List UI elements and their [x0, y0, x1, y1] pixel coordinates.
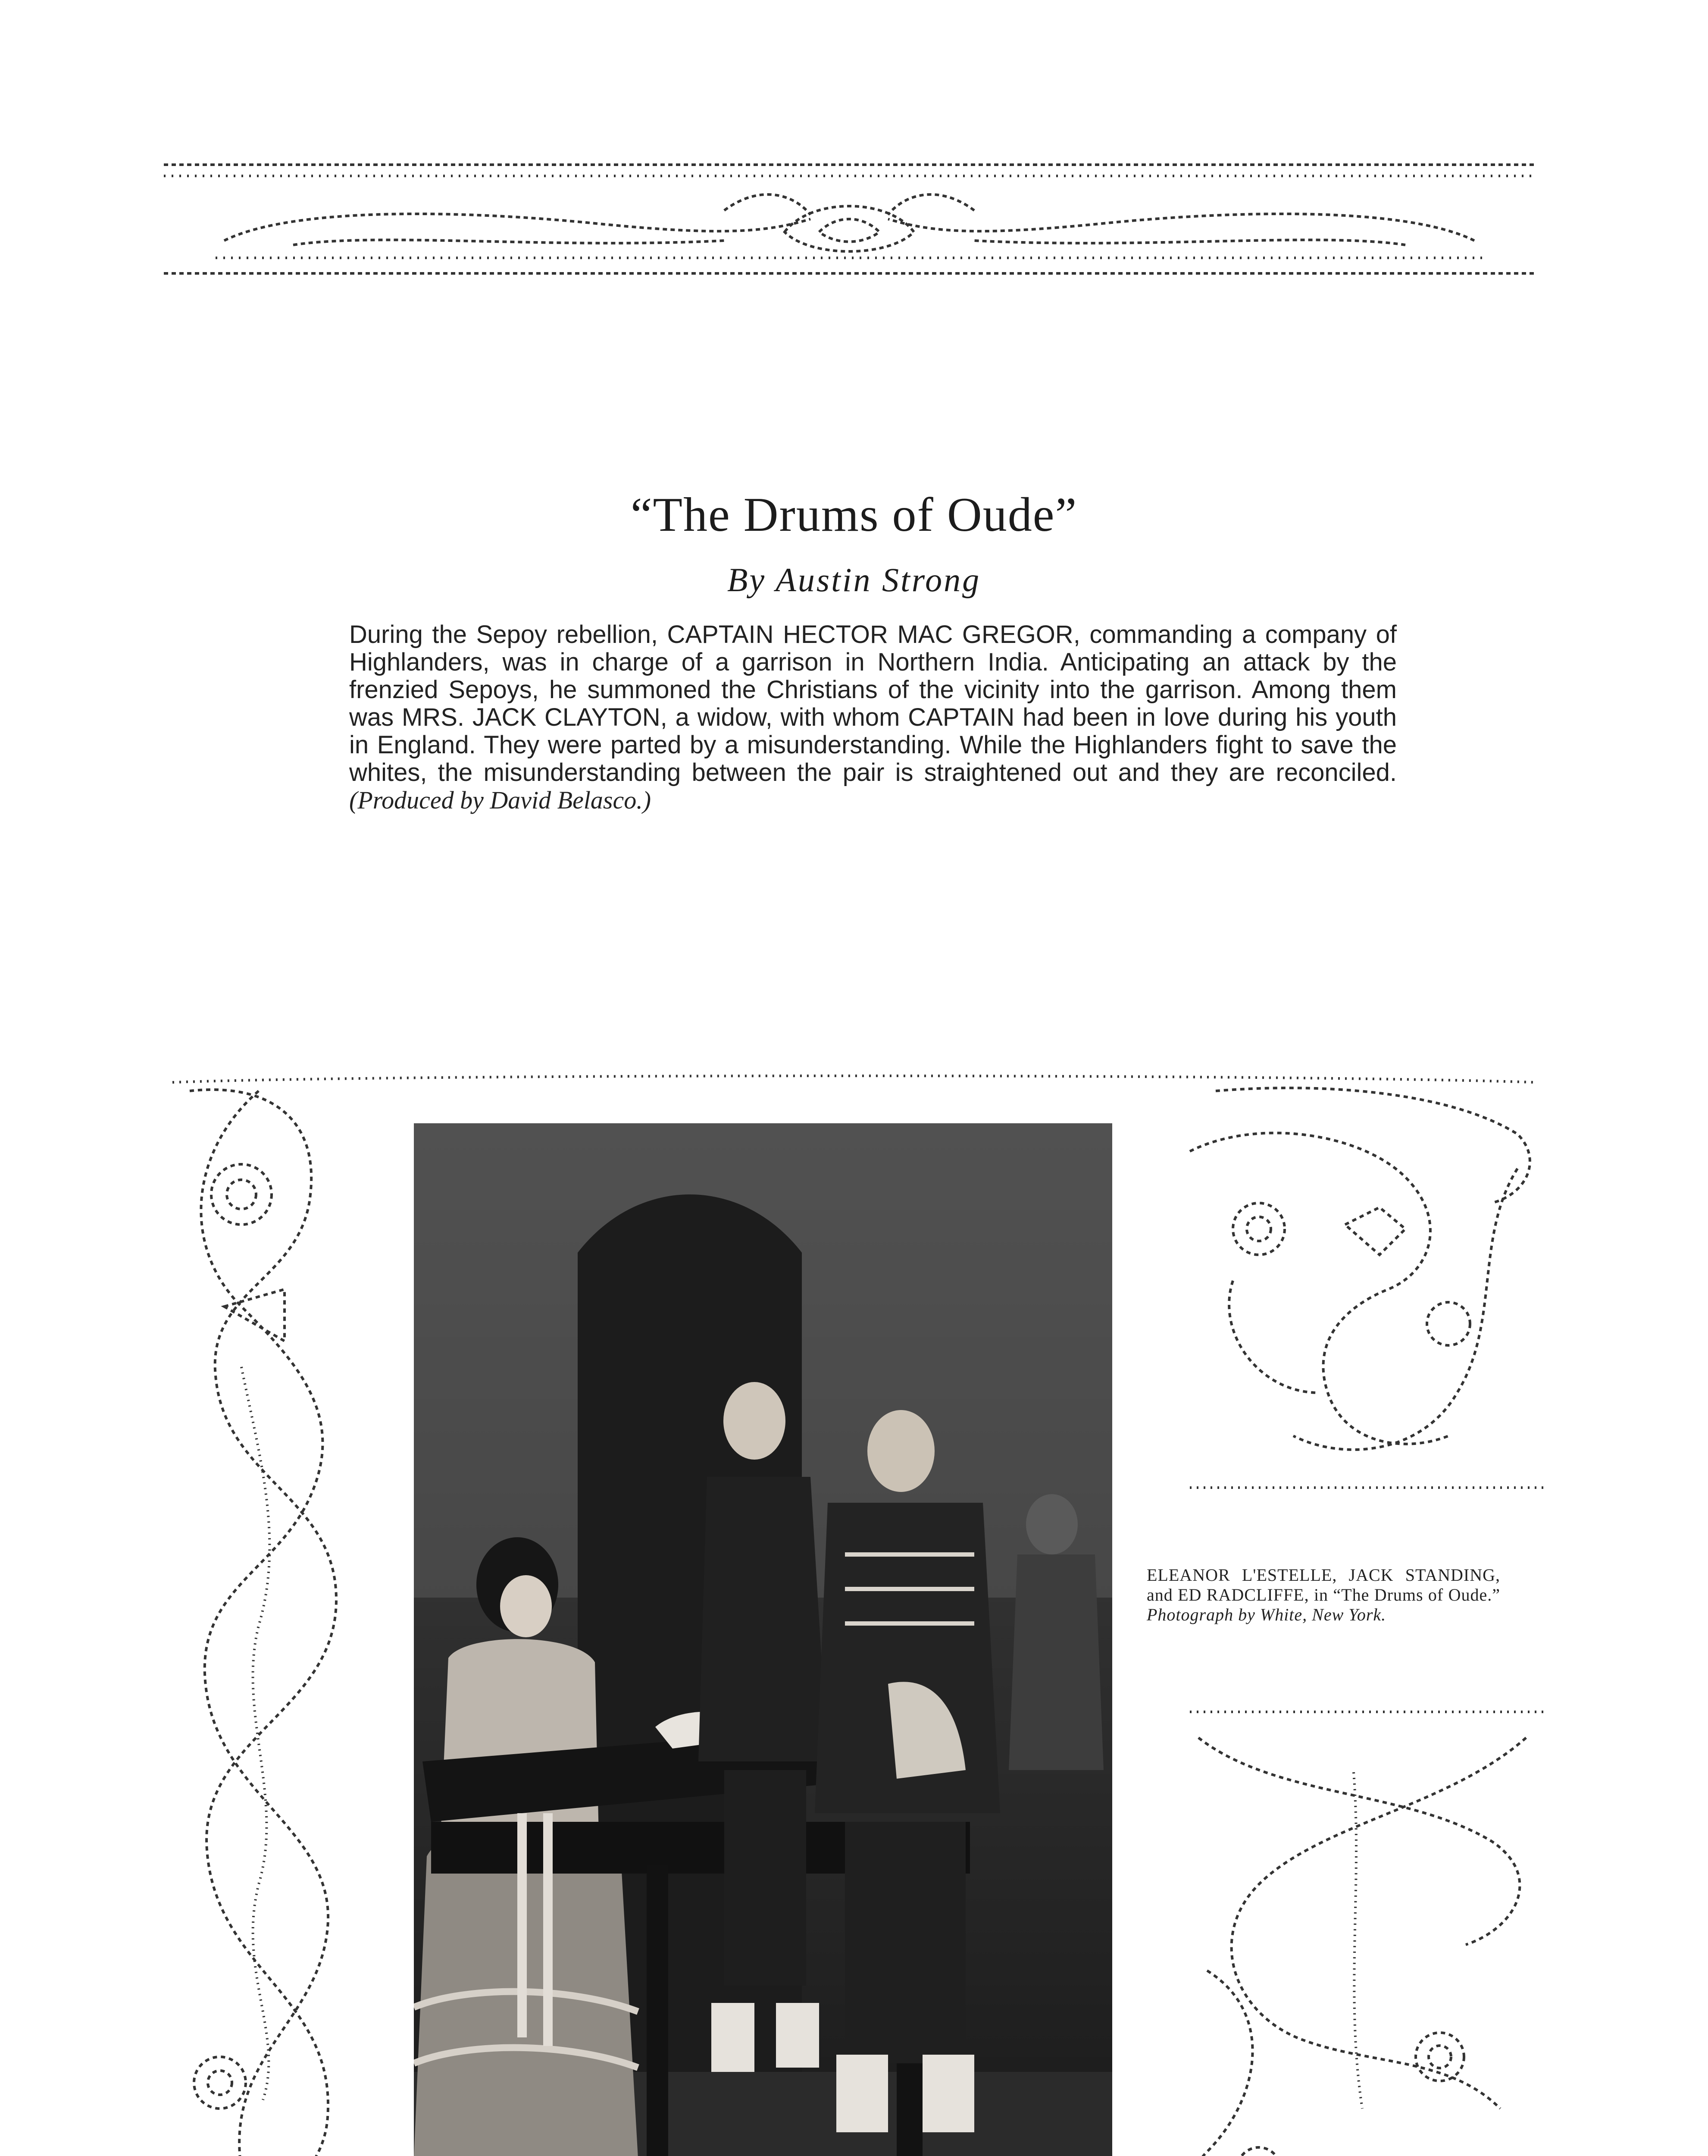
synopsis-credit: (Produced by David Belasco.)	[349, 786, 651, 814]
article-title: “The Drums of Oude”	[630, 488, 1078, 542]
caption-names: ELEANOR L'ESTELLE, JACK STANDING, and ED RADCLIFFE, in “The Drums of Oude.”	[1147, 1565, 1500, 1604]
stage-photograph	[414, 1123, 1112, 2156]
photo-caption	[1147, 1565, 1500, 1625]
caption-credit: Photograph by White, New York.	[1147, 1605, 1386, 1624]
header-ornament	[164, 159, 1535, 279]
article-synopsis	[349, 621, 1397, 814]
article-byline: By Austin Strong	[727, 561, 981, 599]
synopsis-text: During the Sepoy rebellion, CAPTAIN HECTOR MAC GREGOR, commanding a company of Highlanders, was in charge of a garrison in Northern India. Anticipating an attack by the frenzied Sepoys, he summoned the Christians of the vicinity into the garrison. Among them was MRS. JACK CLAYTON, a widow, with whom CAPTAIN had been in love during his youth in England. They were parted by a misunderstanding. While the Highlanders fight to save the whites, the misunderstanding between the pair is straightened out and they are reconciled.	[349, 620, 1397, 787]
